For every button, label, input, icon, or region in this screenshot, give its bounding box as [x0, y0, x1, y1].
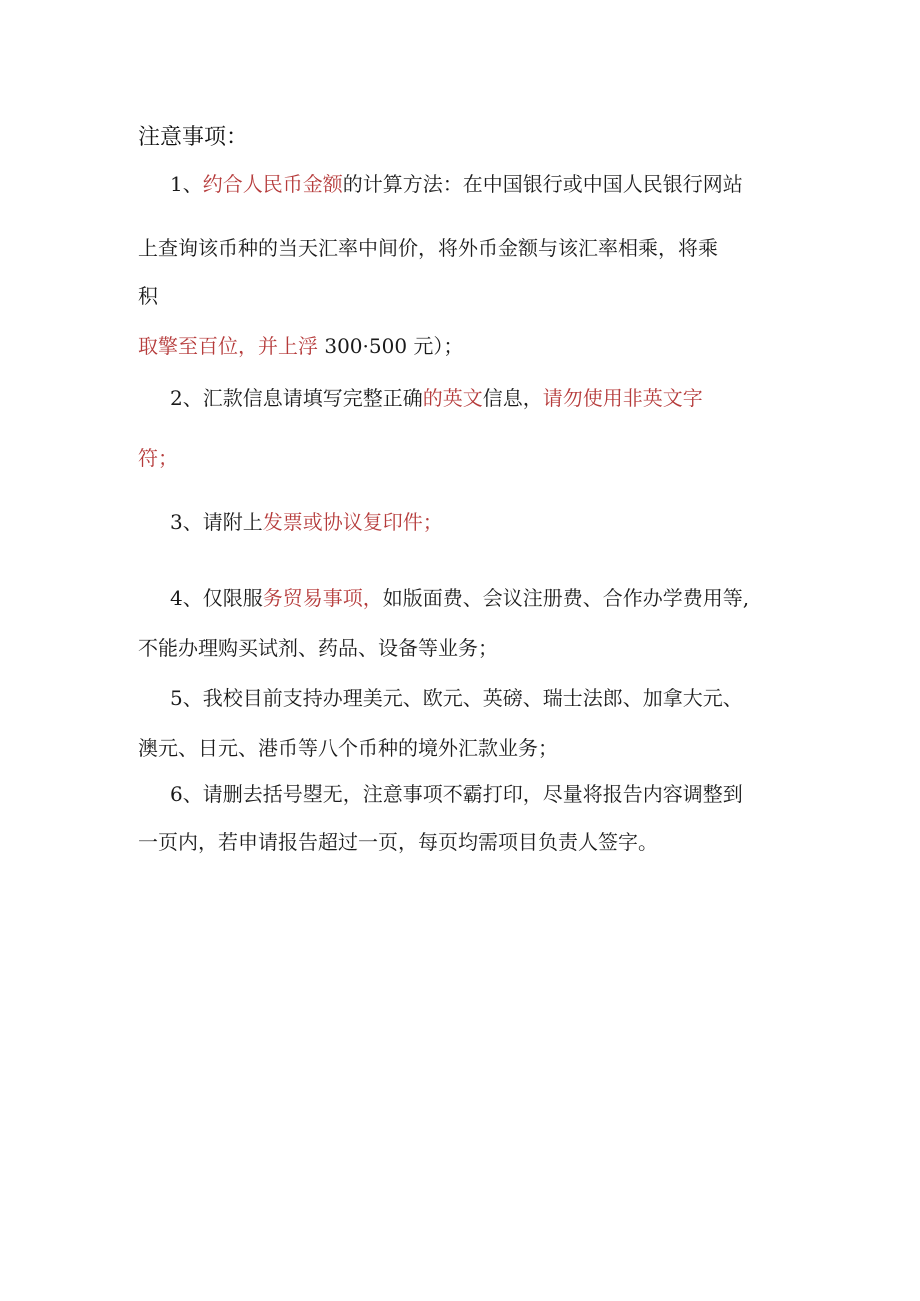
item-1-line-4: [138, 334, 463, 358]
item-4-text: 如版面费、会议注册费、合作办学费用等,: [382, 586, 750, 610]
item-2-highlight-1: 的英文: [422, 386, 483, 410]
item-5-line-1: 5、我校目前支持办理美元、欧元、英磅、瑞士法郎、加拿大元、: [170, 686, 743, 710]
item-4-line-2: 不能办理购买试剂、药品、设备等业务；: [138, 636, 498, 660]
item-2-text: 信息，: [482, 386, 543, 410]
item-2-prefix: 2、汇款信息请填写完整正确: [170, 386, 423, 410]
item-2-highlight-2: 请勿使用非英文字: [542, 386, 703, 410]
item-1-highlight: 约合人民币金额: [202, 172, 343, 196]
item-5-line-2: 澳元、日元、港币等八个币种的境外汇款业务；: [138, 736, 558, 760]
item-1-line-3: 积: [138, 284, 158, 308]
item-1-line-4-text: 300·500 元）；: [318, 334, 464, 358]
item-1-prefix: 1、: [170, 172, 203, 196]
item-4-highlight: 务贸易事项，: [262, 586, 383, 610]
item-6-line-2: 一页内，若申请报告超过一页，每页均需项目负责人签字。: [138, 830, 658, 854]
item-2-line-1: [170, 386, 703, 410]
item-4-prefix: 4、仅限服: [170, 586, 263, 610]
item-1-text: 的计算方法：在中国银行或中国人民银行网站: [342, 172, 743, 196]
item-1-line-4-highlight: 取擎至百位，并上浮: [138, 334, 318, 358]
item-3-highlight: 发票或协议复印件；: [262, 510, 443, 534]
item-2-line-2-highlight: 符；: [138, 446, 178, 470]
item-1-line-1: [170, 172, 743, 196]
item-3-prefix: 3、请附上: [170, 510, 263, 534]
item-3-line-1: [170, 510, 443, 534]
item-2-line-2: [138, 446, 178, 470]
item-6-line-1: 6、请删去括号曌无，注意事项不霸打印，尽量将报告内容调整到: [170, 782, 743, 806]
notice-title: 注意事项：: [138, 125, 249, 150]
item-1-line-2: 上查询该币种的当天汇率中间价，将外币金额与该汇率相乘，将乘: [138, 236, 718, 260]
item-4-line-1: [170, 586, 749, 610]
